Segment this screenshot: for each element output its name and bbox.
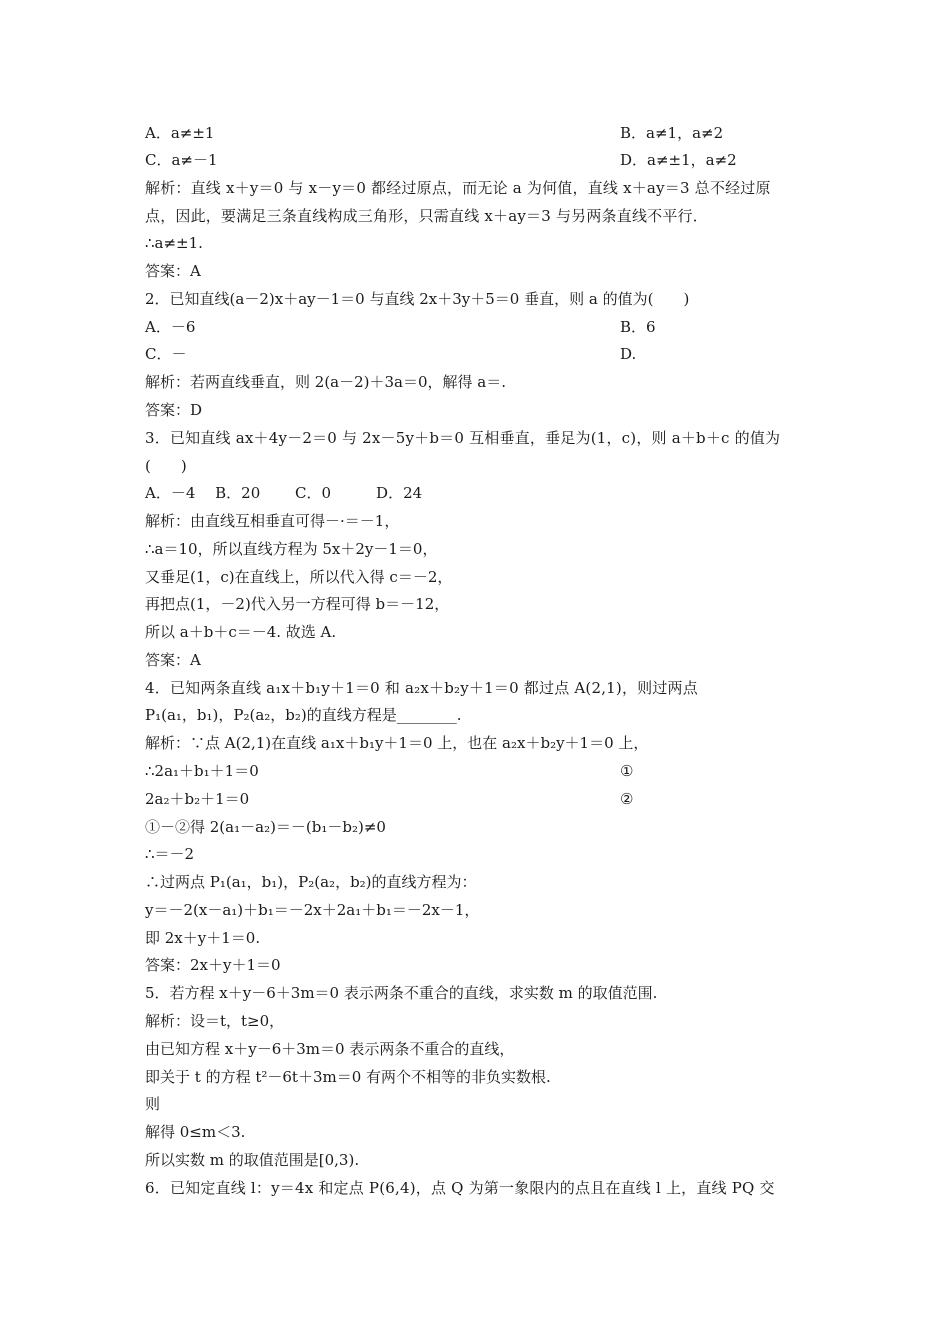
equation-marker-2: ② [620, 790, 634, 808]
text-line: ∴a≠±1. [145, 234, 203, 252]
text-line: 解析：若两直线垂直，则 2(a－2)＋3a＝0，解得 a＝. [145, 373, 507, 391]
option-b: B．a≠1，a≠2 [620, 124, 724, 142]
text-line: 解析：直线 x＋y＝0 与 x－y＝0 都经过原点，而无论 a 为何值，直线 x＋ay＝3 总不经过原 [145, 179, 771, 197]
text-line: ∴a＝10，所以直线方程为 5x＋2y－1＝0， [145, 540, 438, 558]
text-line: 即关于 t 的方程 t²－6t＋3m＝0 有两个不相等的非负实数根. [145, 1068, 551, 1086]
option-c: C．a≠－1 [145, 151, 218, 169]
text-line: 点，因此，要满足三条直线构成三角形，只需直线 x＋ay＝3 与另两条直线不平行． [145, 207, 708, 225]
text-line [145, 123, 815, 143]
option-a: A．－6 [145, 318, 196, 336]
text-line: ∴过两点 P₁(a₁，b₁)，P₂(a₂，b₂)的直线方程为： [145, 873, 477, 891]
answer-line: 答案：A [145, 262, 201, 280]
text-line: 又垂足(1，c)在直线上，所以代入得 c＝－2， [145, 568, 453, 586]
text-line: ∴＝－2 [145, 845, 195, 863]
text-line: 由已知方程 x＋y－6＋3m＝0 表示两条不重合的直线， [145, 1040, 515, 1058]
text-line [145, 761, 815, 781]
option-c: C．－ [145, 345, 187, 363]
answer-line: 答案：D [145, 401, 203, 419]
text-line [145, 150, 815, 170]
options-line: A．－4 B．20 C．0 D．24 [145, 484, 423, 502]
text-line [145, 789, 815, 809]
equation-marker-1: ① [620, 762, 634, 780]
text-line: 解析：设＝t，t≥0， [145, 1012, 285, 1030]
option-d: D. [620, 345, 637, 363]
text-line: 再把点(1，－2)代入另一方程可得 b＝－12， [145, 595, 450, 613]
question-line: 4．已知两条直线 a₁x＋b₁y＋1＝0 和 a₂x＋b₂y＋1＝0 都过点 A(2,1)，则过两点 [145, 679, 698, 697]
answer-line: 答案：2x＋y＋1＝0 [145, 956, 281, 974]
text-line: ①－②得 2(a₁－a₂)＝－(b₁－b₂)≠0 [145, 818, 386, 836]
text-line: 所以实数 m 的取值范围是[0,3). [145, 1151, 360, 1169]
option-d: D．a≠±1，a≠2 [620, 151, 737, 169]
question-line: 3．已知直线 ax＋4y－2＝0 与 2x－5y＋b＝0 互相垂直，垂足为(1，c)，则 a＋b＋c 的值为 [145, 429, 781, 447]
question-line: 5．若方程 x＋y－6＋3m＝0 表示两条不重合的直线，求实数 m 的取值范围. [145, 984, 658, 1002]
text-line: 解析：∵点 A(2,1)在直线 a₁x＋b₁y＋1＝0 上，也在 a₂x＋b₂y＋1＝0 上， [145, 734, 649, 752]
text-line: 解得 0≤m＜3. [145, 1123, 246, 1141]
text-line: 则 [145, 1095, 161, 1113]
text-line [145, 317, 815, 337]
option-b: B．6 [620, 318, 656, 336]
text-line: 所以 a＋b＋c＝－4. 故选 A. [145, 623, 337, 641]
question-line: 6．已知定直线 l：y＝4x 和定点 P(6,4)，点 Q 为第一象限内的点且在直线 l 上，直线 PQ 交 [145, 1179, 775, 1197]
equation-2: 2a₂＋b₂＋1＝0 [145, 790, 250, 808]
text-line: ( ) [145, 457, 187, 475]
option-a: A．a≠±1 [145, 124, 215, 142]
answer-line: 答案：A [145, 651, 201, 669]
equation-1: ∴2a₁＋b₁＋1＝0 [145, 762, 259, 780]
text-line [145, 344, 815, 364]
text-line: 即 2x＋y＋1＝0. [145, 929, 261, 947]
text-line: P₁(a₁，b₁)，P₂(a₂，b₂)的直线方程是________. [145, 706, 462, 724]
text-line: y＝－2(x－a₁)＋b₁＝－2x＋2a₁＋b₁＝－2x－1， [145, 901, 480, 919]
question-line: 2．已知直线(a－2)x＋ay－1＝0 与直线 2x＋3y＋5＝0 垂直，则 a 的值为( ) [145, 290, 690, 308]
text-line: 解析：由直线互相垂直可得－·＝－1， [145, 512, 400, 530]
